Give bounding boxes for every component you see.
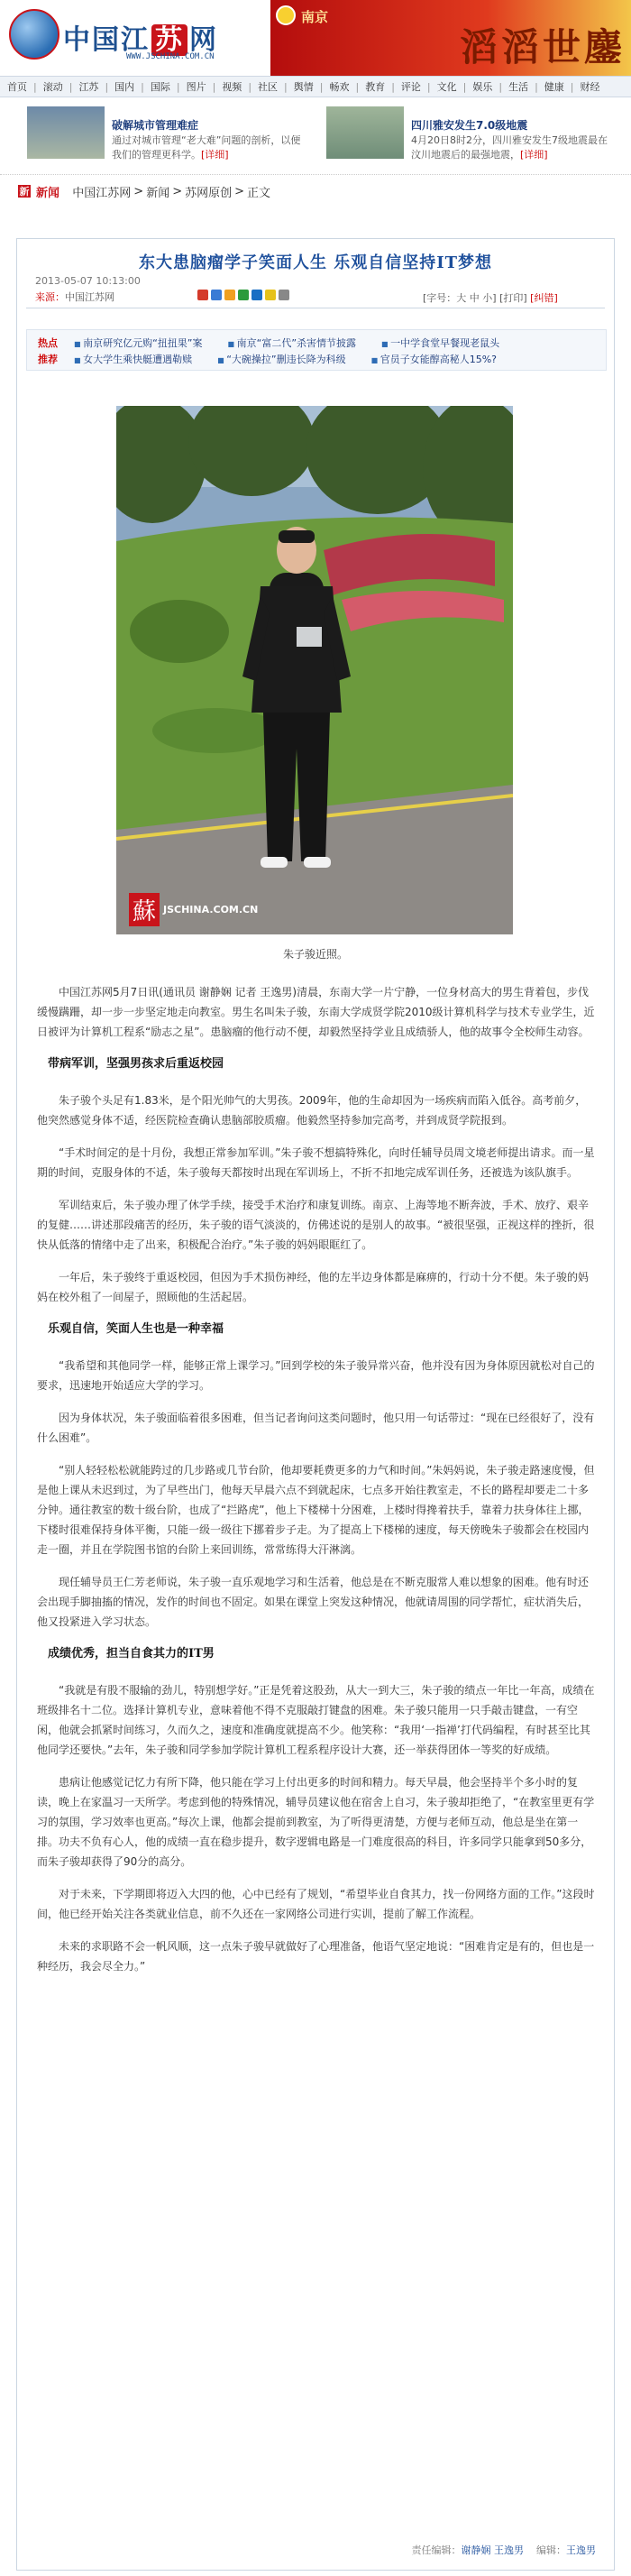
promo-desc-2: 4月20日8时2分，四川雅安发生7级地震最在汶川地震后的最强地震，[详细] xyxy=(411,134,608,161)
article-tools xyxy=(423,290,558,305)
nav-item[interactable]: 江苏 xyxy=(78,81,99,93)
breadcrumb-item: 正文 xyxy=(247,186,271,200)
paragraph: 现任辅导员王仁芳老师说，朱子骏一直乐观地学习和生活着，他总是在不断克服常人难以想象的困难。他有时还会出现手脚抽搐的情况，发作的时间也不固定。如果在课堂上突发这种情况，他就请周围的同学帮忙，症状消失后，他又投紧进入学习状态。 xyxy=(37,1576,590,1628)
editor2-name: 王逸男 xyxy=(566,2544,596,2556)
paragraph: 未来的求职路不会一帆风顺，这一点朱子骏早就做好了心理准备，他语气坚定地说：“困难肯定是有的，但也是一种经历，我会尽全力。” xyxy=(37,1940,595,1973)
photo-caption: 朱子骏近照。 xyxy=(282,948,348,961)
nav-separator: | xyxy=(33,80,37,93)
banner-line1: 南京 xyxy=(301,9,329,25)
ad-banner[interactable] xyxy=(270,0,631,76)
site-header xyxy=(0,0,631,76)
nav-separator: | xyxy=(176,80,180,93)
paragraph: 患病让他感觉记忆力有所下降，他只能在学习上付出更多的时间和精力。每天早晨，他会坚持半个多小时的复读，晚上在家温习一天所学。考虑到他的特殊情况，辅导员建议他在宿舍上自习，朱子骏却拒绝了，“在教室里更有学习的氛围，学习效率也更高。”每次上课，他都会提前到教室，为了听得更清楚，方便与老师互动，他总是坐在第一排。功夫不负有心人，他的成绩一直在稳步提升，数字逻辑电路是一门难度很高的科目，许多同学只能拿到50多分，而朱子骏却获得了90分的高分。 xyxy=(37,1776,595,1868)
nav-item[interactable]: 文化 xyxy=(436,81,457,93)
breadcrumb-item[interactable]: 新闻 xyxy=(146,186,170,200)
editor-names: 谢静娴 王逸男 xyxy=(461,2544,524,2556)
paragraph: 军训结束后，朱子骏办理了休学手续，接受手术治疗和康复训练。南京、上海等地不断奔波，手术、放疗、艰辛的复健……讲述那段痛苦的经历，朱子骏的语气淡淡的，仿佛述说的是别人的故事。“被很坚强，正视这样的挫折，很快从低落的情绪中走了出来，积极配合治疗。”朱子骏的妈妈眼眶红了。 xyxy=(37,1199,595,1251)
paragraph: 一年后，朱子骏终于重返校园，但因为手术损伤神经，他的左半边身体都是麻痹的，行动十分不便。朱子骏的妈妈在校外租了一间屋子，照顾他的生活起居。 xyxy=(37,1271,590,1303)
photo-svg xyxy=(116,406,513,934)
globe-logo-icon xyxy=(9,9,59,60)
nav-item[interactable]: 图片 xyxy=(186,81,206,93)
logo-domain: WWW.JSCHINA.COM.CN xyxy=(126,52,215,61)
share-qzone-icon[interactable] xyxy=(224,290,235,300)
nav-item[interactable]: 娱乐 xyxy=(472,81,493,93)
section-heading: 带病军训，坚强男孩求后重返校园 xyxy=(48,1057,224,1071)
hot-link[interactable]: ■ 一中学食堂早餐现老鼠头 xyxy=(381,336,499,350)
nav-separator: | xyxy=(498,80,503,93)
nav-separator: | xyxy=(391,80,395,93)
section-heading: 成绩优秀，担当自食其力的IT男 xyxy=(48,1647,215,1661)
hot-label: 热点 xyxy=(38,337,58,349)
promo-title-1[interactable]: 破解城市管理难症 xyxy=(112,119,199,132)
nav-separator: | xyxy=(105,80,109,93)
nav-item[interactable]: 舆情 xyxy=(293,81,314,93)
nav-item[interactable]: 财经 xyxy=(580,81,600,93)
share-qq-icon[interactable] xyxy=(211,290,222,300)
correct-button[interactable]: [纠错] xyxy=(530,292,558,304)
paragraph: “别人轻轻松松就能跨过的几步路或几节台阶，他却要耗费更多的力气和时间。”朱妈妈说，朱子骏走路速度慢，但是他上课从未迟到过，为了早些出门，他每天早晨六点不到就起床，七点多开始往教室走，不长的路程却要走二十多分钟。通往教室的数十级台阶，也成了“拦路虎”，他上下楼梯十分困难，上楼时得搀着扶手，靠着力扶身体往上挪，下楼时很难保持身体平衡，只能一级一级往下挪着步子走。为了提高上下楼梯的速度，每天傍晚朱子骏都会在校园内走一圈，并且在学院图书馆的台阶上来回训练，常常练得大汗淋漓。 xyxy=(37,1464,595,1556)
banner-line2: 滔滔世鏖 xyxy=(460,25,626,69)
nav-item[interactable]: 首页 xyxy=(7,81,27,93)
article-body xyxy=(37,982,596,1989)
promo-more-1[interactable]: [详细] xyxy=(201,149,229,161)
nav-item[interactable]: 生活 xyxy=(508,81,529,93)
nav-item[interactable]: 畅欢 xyxy=(329,81,350,93)
nav-item[interactable]: 教育 xyxy=(365,81,386,93)
share-weibo-icon[interactable] xyxy=(197,290,208,300)
nav-item[interactable]: 社区 xyxy=(258,81,279,93)
font-size-control[interactable]: [字号：大 中 小] xyxy=(423,292,497,304)
hot-link[interactable]: ■ 南京“富二代”杀害情节披露 xyxy=(228,336,357,350)
nav-separator: | xyxy=(535,80,538,93)
promo-more-2[interactable]: [详细] xyxy=(520,149,548,161)
paragraph: “我希望和其他同学一样，能够正常上课学习。”回到学校的朱子骏异常兴奋，他并没有因为身体原因就松对自己的要求，迅速地开始适应大学的学习。 xyxy=(37,1359,595,1392)
rec-row xyxy=(38,352,522,366)
nav-separator: | xyxy=(248,80,252,93)
rec-link[interactable]: ■ 官员子女能醇高秘人15%? xyxy=(371,352,497,366)
breadcrumb-item[interactable]: 苏网原创 xyxy=(185,186,233,200)
article-date: 2013-05-07 10:13:00 xyxy=(35,275,141,287)
promo-title-2[interactable]: 四川雅安发生7.0级地震 xyxy=(411,119,528,132)
nav-separator: | xyxy=(319,80,324,93)
nav-separator: | xyxy=(141,80,144,93)
rec-link[interactable]: ■ “大碗操拉”删违长降为科级 xyxy=(217,352,346,366)
hot-row xyxy=(38,336,525,350)
logo-red-char: 苏 xyxy=(151,24,187,56)
print-button[interactable]: [打印] xyxy=(499,292,527,304)
share-renren-icon[interactable] xyxy=(238,290,249,300)
nav-separator: | xyxy=(212,80,216,93)
article-box xyxy=(16,238,615,2571)
photo-watermark xyxy=(129,893,258,926)
article-title: 东大患脑瘤学子笑面人生 乐观自信坚持IT梦想 xyxy=(138,253,493,272)
nav-separator: | xyxy=(355,80,360,93)
promo-thumb-1[interactable] xyxy=(27,106,105,159)
paragraph: “我就是有股不服输的劲儿，特别想学好。”正是凭着这股劲，从大一到大三，朱子骏的绩点一年比一年高，成绩在班级排名十二位。选择计算机专业，意味着他不得不克服敲打键盘的困难。朱子骏只能用一只手敲击键盘，一有空闲，他就会抓紧时间练习，久而久之，速度和准确度就提高不少。他笑称：“我用‘一指禅’打代码编程，有时甚至比其他同学还要快。”去年，朱子骏和同学参加学院计算机工程系程序设计大赛，还一举获得团体一等奖的好成绩。 xyxy=(37,1684,595,1756)
nav-separator: | xyxy=(462,80,467,93)
nav-item[interactable]: 健康 xyxy=(544,81,564,93)
share-more-icon[interactable] xyxy=(279,290,289,300)
nav-item[interactable]: 国际 xyxy=(150,81,170,93)
promo-strip xyxy=(0,97,631,175)
share-douban-icon[interactable] xyxy=(265,290,276,300)
nav-item[interactable]: 评论 xyxy=(400,81,421,93)
promo-desc-1: 通过对城市管理“老大难”问题的剖析，以便我们的管理更科学。[详细] xyxy=(112,134,301,161)
nav-item[interactable]: 国内 xyxy=(114,81,135,93)
paragraph: 因为身体状况，朱子骏面临着很多困难，但当记者询问这类问题时，他只用一句话带过：“现在已经很好了，没有什么困难”。 xyxy=(37,1412,595,1444)
main-nav xyxy=(0,76,631,97)
article-photo xyxy=(116,406,513,934)
breadcrumb-news[interactable]: 新闻 xyxy=(36,186,60,200)
section-heading: 乐观自信，笑面人生也是一种幸福 xyxy=(48,1322,224,1336)
paragraph: “手术时间定的是十月份，我想正常参加军训。”朱子骏不想搞特殊化，向时任辅导员周文境老师提出请求。而一星期的时间，克服身体的不适，朱子骏每天都按时出现在军训场上，不折不扣地完成军训任务，还被选为该队旗手。 xyxy=(37,1146,595,1179)
promo-thumb-2[interactable] xyxy=(326,106,404,159)
news-badge-icon: 新 xyxy=(19,186,30,198)
nav-item[interactable]: 滚动 xyxy=(42,81,63,93)
nav-separator: | xyxy=(570,80,574,93)
banner-emblem-icon xyxy=(276,5,296,25)
breadcrumb: 新 新闻 中国江苏网 > 新闻 > 苏网原创 > 正文 xyxy=(19,184,271,200)
nav-separator: | xyxy=(284,80,288,93)
share-icons xyxy=(197,290,289,300)
article-source: 来源：中国江苏网 xyxy=(35,291,114,303)
share-kaixin-icon[interactable] xyxy=(251,290,262,300)
watermark-logo: 蘇 xyxy=(129,893,160,926)
paragraph: 对于未来，下学期即将迈入大四的他，心中已经有了规划，“希望毕业自食其力，找一份网络方面的工作。”这段时间，他已经开始关注各类就业信息，前不久还在一家网络公司进行实训，提前了解工作流程。 xyxy=(37,1888,595,1920)
nav-separator: | xyxy=(69,80,73,93)
nav-separator: | xyxy=(426,80,431,93)
paragraph: 中国江苏网5月7日讯(通讯员 谢静娴 记者 王逸男)清晨，东南大学一片宁静，一位身材高大的男生背着包，步伐缓慢蹒跚，却一步一步坚定地走向教室。男生名叫朱子骏，东南大学成贤学院2010级计算机科学与技术专业学生，近日被评为计算机工程系“励志之星”。患脑瘤的他行动不便，却毅然坚持学业且成绩骄人，他的故事令全校师生动容。 xyxy=(37,986,595,1038)
rec-link[interactable]: ■ 女大学生乘快艇遭遇勒赎 xyxy=(74,352,192,366)
breadcrumb-item[interactable]: 中国江苏网 xyxy=(72,186,132,200)
paragraph: 朱子骏个头足有1.83米，是个阳光帅气的大男孩。2009年，他的生命却因为一场疾病而陷入低谷。高考前夕，他突然感觉身体不适，经医院检查确认患脑部胶质瘤。他毅然坚持参加完高考，并到成贤学院报到。 xyxy=(37,1094,587,1127)
rec-label: 推荐 xyxy=(38,354,58,365)
logo-text: 中国江 苏 网 xyxy=(63,24,218,56)
source-link[interactable]: 中国江苏网 xyxy=(65,291,114,303)
hot-link[interactable]: ■ 南京研究亿元购“扭扭果”案 xyxy=(74,336,203,350)
watermark-domain: JSCHINA.COM.CN xyxy=(163,904,259,915)
site-logo[interactable] xyxy=(63,9,261,65)
hot-box xyxy=(26,329,607,371)
article-footer: 责任编辑：谢静娴 王逸男 编辑：王逸男 xyxy=(411,2544,596,2556)
nav-item[interactable]: 视频 xyxy=(222,81,242,93)
